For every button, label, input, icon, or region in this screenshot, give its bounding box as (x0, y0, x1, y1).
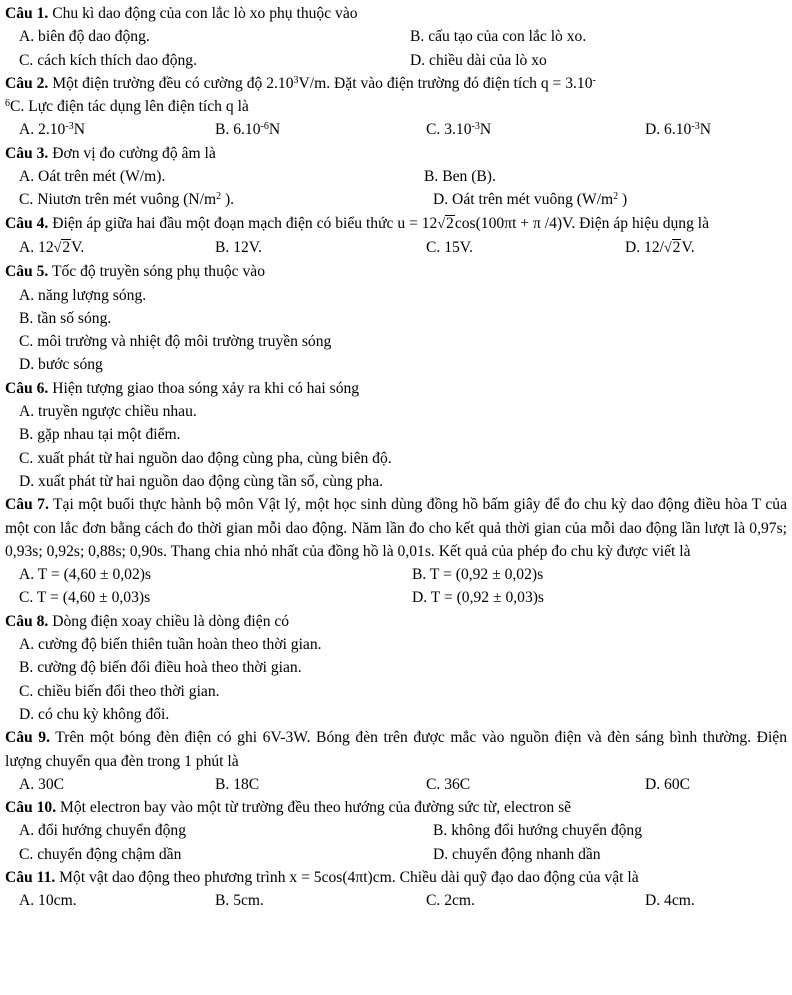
question-11 (5, 866, 787, 913)
option-text: A. 12 (19, 238, 54, 256)
superscript: 2 (216, 191, 222, 203)
option-text: C. 3.10 (426, 121, 472, 139)
question-1 (5, 2, 787, 72)
question-text: Tốc độ truyền sóng phụ thuộc vào (48, 263, 266, 281)
question-stem (5, 377, 787, 400)
superscript: - (592, 74, 596, 86)
question-stem (5, 796, 787, 819)
option-d: D. xuất phát từ hai nguồn dao động cùng tần số, cùng pha. (19, 472, 384, 490)
question-text: V/m. Đặt vào điện trường đó điện tích q = 3.10 (298, 74, 593, 92)
option-b: B. gặp nhau tại một điểm. (19, 426, 181, 444)
question-stem (5, 260, 787, 283)
sqrt-argument: 2 (672, 238, 681, 256)
option-c: C. chuyển động chậm dần (19, 845, 182, 863)
option-d: D. 60C (645, 775, 691, 793)
option-b: B. không đổi hướng chuyển động (433, 822, 643, 840)
option-text: A. 2.10 (19, 121, 66, 139)
question-text: Một electron bay vào một từ trường đều theo hướng của đường sức từ, electron sẽ (56, 799, 572, 817)
question-label: Câu 9. (5, 729, 51, 747)
options-row (5, 25, 787, 48)
options-row (5, 118, 787, 141)
option-b: B. 12V. (215, 238, 262, 256)
option-b: B. 18C (215, 775, 260, 793)
option-d: D. chiều dài của lò xo (410, 51, 547, 69)
option-c (412, 118, 631, 141)
question-text: C. Lực điện tác dụng lên điện tích q là (10, 98, 249, 116)
question-label: Câu 10. (5, 799, 57, 817)
question-label: Câu 6. (5, 379, 49, 397)
options-row (5, 843, 787, 866)
question-label: Câu 7. (5, 496, 49, 514)
option-d: D. có chu kỳ không đổi. (19, 705, 170, 723)
question-text: Một vật dao động theo phương trình x = 5cos(4πt)cm. Chiều dài quỹ đạo dao động của vật là (55, 868, 639, 886)
option-text: V. (681, 238, 695, 256)
option-text: D. 6.10 (645, 121, 692, 139)
option-a: A. truyền ngược chiều nhau. (19, 403, 197, 421)
question-4 (5, 212, 787, 261)
question-6 (5, 377, 787, 493)
option-unit: N (268, 121, 281, 139)
option-a: A. 30C (19, 775, 65, 793)
question-3 (5, 142, 787, 212)
option-unit: N (479, 121, 492, 139)
option-c: C. môi trường và nhiệt độ môi trường truyền sóng (19, 333, 332, 351)
sqrt-argument: 2 (446, 214, 454, 232)
question-label: Câu 2. (5, 74, 49, 92)
question-stem (5, 72, 787, 119)
option-a: A. biên độ dao động. (19, 28, 150, 46)
options-row (5, 819, 787, 842)
option-a (5, 118, 201, 141)
option-a: A. cường độ biến thiên tuần hoàn theo thời gian. (19, 636, 322, 654)
question-label: Câu 8. (5, 612, 49, 630)
option-c: C. chiều biến đổi theo thời gian. (19, 682, 220, 700)
question-text: cos(100πt + π /4)V. Điện áp hiệu dụng là (454, 214, 710, 232)
question-text: Tại một buổi thực hành bộ môn Vật lý, một học sinh dùng đồng hồ bấm giây để đo chu kỳ dao động điều hòa T của một con lắc đơn bằng cách đo thời gian mỗi dao động. Năm lần đo cho kết quả thời gian của mỗi dao động lần lượt là 0,97s; 0,93s; 0,92s; 0,88s; 0,90s. Thang chia nhỏ nhất của đồng hồ là 0,01s. Kết quả của phép đo chu kỳ được viết là (5, 496, 788, 560)
option-c: C. 36C (426, 775, 471, 793)
question-stem (5, 493, 787, 563)
superscript: 6 (5, 98, 10, 110)
option-c (5, 188, 433, 211)
option-d: D. 4cm. (645, 892, 695, 910)
option-text: ). (221, 191, 235, 209)
question-8 (5, 610, 787, 726)
question-label: Câu 11. (5, 868, 56, 886)
option-b (201, 118, 412, 141)
option-unit: N (699, 121, 711, 139)
option-b: B. cấu tạo của con lắc lò xo. (410, 28, 587, 46)
option-c: C. xuất phát từ hai nguồn dao động cùng pha, cùng biên độ. (19, 449, 392, 467)
options-row (5, 165, 787, 188)
option-b: B. cường độ biến đổi điều hoà theo thời gian. (19, 659, 302, 677)
option-d (631, 118, 787, 141)
options-row (5, 889, 787, 912)
option-a: A. năng lượng sóng. (19, 286, 147, 304)
question-stem (5, 2, 787, 25)
option-b: B. tần số sóng. (19, 309, 112, 327)
question-10 (5, 796, 787, 866)
question-text: Một điện trường đều có cường độ 2.10 (48, 74, 294, 92)
options-row (5, 49, 787, 72)
option-b: B. 5cm. (215, 892, 264, 910)
options-row (5, 586, 787, 609)
question-label: Câu 3. (5, 144, 49, 162)
question-label: Câu 1. (5, 5, 49, 22)
sqrt-expression: √2 (663, 238, 681, 256)
option-d: D. bước sóng (19, 356, 103, 374)
option-d: D. T = (0,92 ± 0,03)s (412, 589, 544, 607)
question-text: Chu kì dao động của con lắc lò xo phụ thuộc vào (48, 5, 358, 22)
superscript: -6 (260, 121, 269, 133)
option-d (611, 236, 787, 260)
question-stem (5, 726, 787, 773)
sqrt-expression: √2 (437, 214, 454, 232)
option-c: C. 15V. (426, 238, 473, 256)
option-d: D. chuyển động nhanh dần (433, 845, 601, 863)
question-text: Điện áp giữa hai đầu một đoạn mạch điện có biểu thức u = 12 (48, 214, 438, 232)
options-row (5, 236, 787, 260)
question-stem (5, 866, 787, 889)
option-c: C. cách kích thích dao động. (19, 51, 197, 69)
option-a: A. T = (4,60 ± 0,02)s (19, 566, 151, 584)
question-label: Câu 4. (5, 214, 49, 232)
option-c: C. 2cm. (426, 892, 475, 910)
option-a: A. Oát trên mét (W/m). (19, 168, 166, 186)
option-text: D. 12/ (625, 238, 664, 256)
question-stem (5, 610, 787, 633)
option-a: A. đổi hướng chuyển động (19, 822, 186, 840)
superscript: -3 (471, 121, 480, 133)
option-b: B. T = (0,92 ± 0,02)s (412, 566, 544, 584)
question-2 (5, 72, 787, 142)
option-text: B. 6.10 (215, 121, 261, 139)
option-a: A. 10cm. (19, 892, 77, 910)
question-text: Dòng điện xoay chiều là dòng điện có (48, 612, 290, 630)
option-text: C. Niutơn trên mét vuông (N/m (19, 191, 217, 209)
question-stem (5, 142, 787, 165)
superscript: 2 (613, 191, 619, 203)
superscript: -3 (691, 121, 700, 133)
question-9 (5, 726, 787, 796)
options-row (5, 188, 787, 211)
option-c: C. T = (4,60 ± 0,03)s (19, 589, 151, 607)
options-row (5, 563, 787, 586)
option-text: D. Oát trên mét vuông (W/m (433, 191, 614, 209)
question-label: Câu 5. (5, 263, 49, 281)
option-text: ) (618, 191, 628, 209)
option-d (433, 188, 787, 211)
question-text: Đơn vị đo cường độ âm là (48, 144, 216, 162)
option-a (5, 236, 201, 260)
question-5 (5, 260, 787, 376)
superscript: -3 (65, 121, 74, 133)
option-b: B. Ben (B). (424, 168, 496, 186)
option-text: V. (71, 238, 85, 256)
sqrt-expression: √2 (53, 238, 71, 256)
option-unit: N (73, 121, 85, 139)
options-row (5, 773, 787, 796)
superscript: 3 (293, 74, 299, 86)
question-text: Trên một bóng đèn điện có ghi 6V-3W. Bóng đèn trên được mắc vào nguồn điện và đèn sáng bình thường. Điện lượng chuyển qua đèn trong 1 phút là (5, 729, 787, 770)
question-stem (5, 212, 787, 236)
question-text: Hiện tượng giao thoa sóng xảy ra khi có hai sóng (48, 379, 360, 397)
sqrt-argument: 2 (62, 238, 71, 256)
question-7 (5, 493, 787, 609)
